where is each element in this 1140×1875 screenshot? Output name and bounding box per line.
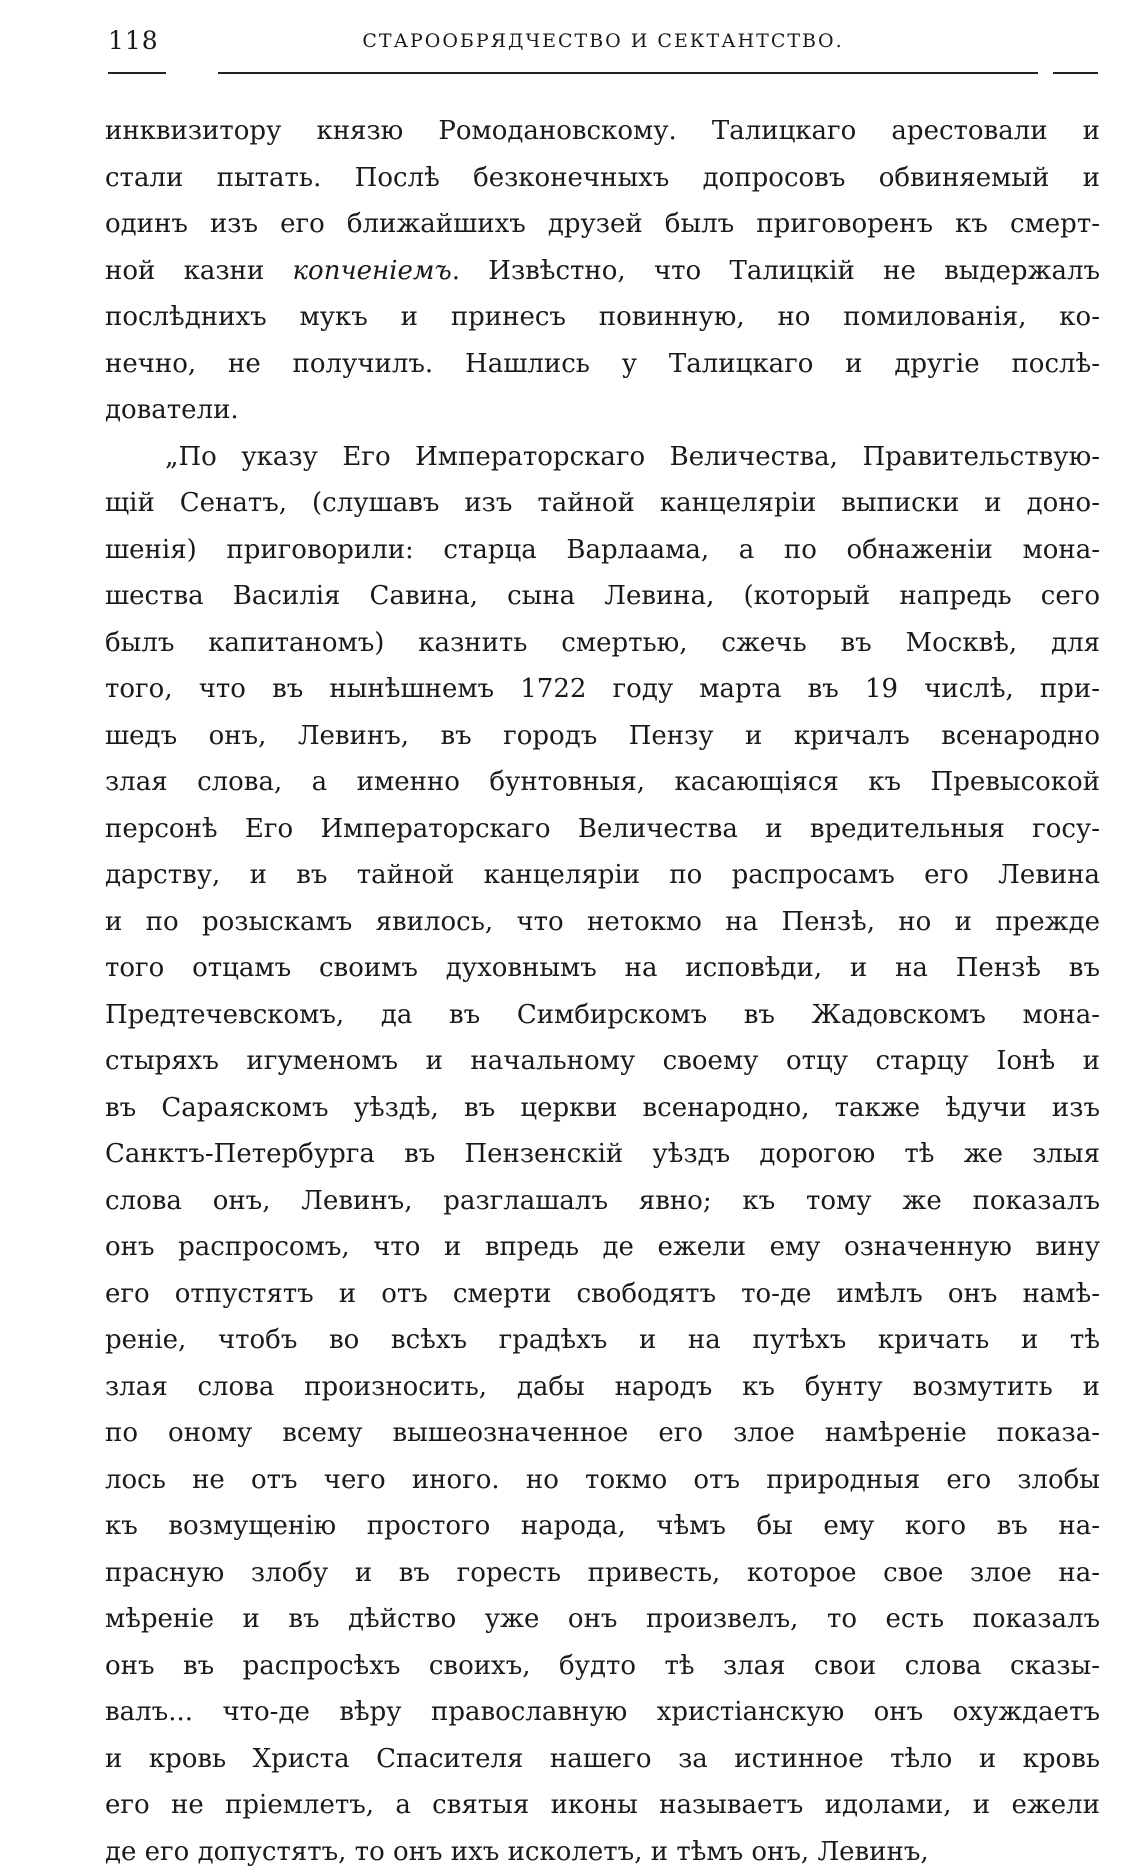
text-line: валъ... что-де вѣру православную христіанскую онъ охуждаетъ — [105, 1689, 1100, 1736]
text-line: шенія) приговорили: старца Варлаама, а по обнаженіи мона- — [105, 527, 1100, 574]
page-number: 118 — [108, 26, 159, 55]
text-line: въ Сараяскомъ уѣздѣ, въ церкви всенародно, также ѣдучи изъ — [105, 1085, 1100, 1132]
header-rule-center — [218, 72, 1038, 74]
body-text — [105, 108, 1100, 1875]
italic-text: копченіемъ — [293, 256, 452, 286]
text-line: злая слова произносить, дабы народъ къ бунту возмутить и — [105, 1364, 1100, 1411]
text-line: дователи. — [105, 387, 1100, 434]
text-line: дарству, и въ тайной канцеляріи по распросамъ его Левина — [105, 852, 1100, 899]
paragraph — [105, 108, 1100, 434]
text-line: персонѣ Его Императорскаго Величества и вредительныя госу- — [105, 806, 1100, 853]
text-line: стыряхъ игуменомъ и начальному своему отцу старцу Іонѣ и — [105, 1038, 1100, 1085]
page-header — [108, 22, 1098, 62]
text-line: къ возмущенію простого народа, чѣмъ бы ему кого въ на- — [105, 1503, 1100, 1550]
text-line: лось не отъ чего иного. но токмо отъ природныя его злобы — [105, 1457, 1100, 1504]
running-title: СТАРООБРЯДЧЕСТВО И СЕКТАНТСТВО. — [108, 30, 1098, 52]
text-line: инквизитору князю Ромодановскому. Талицкаго арестовали и — [105, 108, 1100, 155]
text-line: того, что въ нынѣшнемъ 1722 году марта въ 19 числѣ, при- — [105, 666, 1100, 713]
text-line: нечно, не получилъ. Нашлись у Талицкаго и другіе послѣ- — [105, 341, 1100, 388]
text-line: стали пытать. Послѣ безконечныхъ допросовъ обвиняемый и — [105, 155, 1100, 202]
text-line: шедъ онъ, Левинъ, въ городъ Пензу и кричалъ всенародно — [105, 713, 1100, 760]
text-line: щій Сенатъ, (слушавъ изъ тайной канцеляріи выписки и доно- — [105, 480, 1100, 527]
text-line: его отпустятъ и отъ смерти свободятъ то-де имѣлъ онъ намѣ- — [105, 1271, 1100, 1318]
text-line: былъ капитаномъ) казнить смертью, сжечь въ Москвѣ, для — [105, 620, 1100, 667]
text-line: шества Василія Савина, сына Левина, (который напредь сего — [105, 573, 1100, 620]
text-line: и по розыскамъ явилось, что нетокмо на Пензѣ, но и прежде — [105, 899, 1100, 946]
text-line: по оному всему вышеозначенное его злое намѣреніе показа- — [105, 1410, 1100, 1457]
text-line: одинъ изъ его ближайшихъ друзей былъ приговоренъ къ смерт- — [105, 201, 1100, 248]
text-line: прасную злобу и въ горесть привесть, которое свое злое на- — [105, 1550, 1100, 1597]
text-line: послѣднихъ мукъ и принесъ повинную, но помилованія, ко- — [105, 294, 1100, 341]
header-rule-left — [108, 72, 166, 74]
text-line: того отцамъ своимъ духовнымъ на исповѣди, и на Пензѣ въ — [105, 945, 1100, 992]
text-line: ной казни копченіемъ. Извѣстно, что Талицкій не выдержалъ — [105, 248, 1100, 295]
text-line: мѣреніе и въ дѣйство уже онъ произвелъ, то есть показалъ — [105, 1596, 1100, 1643]
text-line: слова онъ, Левинъ, разглашалъ явно; къ тому же показалъ — [105, 1178, 1100, 1225]
text-line: его не пріемлетъ, а святыя иконы называетъ идолами, и ежели — [105, 1782, 1100, 1829]
text-line: злая слова, а именно бунтовныя, касающіяся къ Превысокой — [105, 759, 1100, 806]
header-rule-right — [1053, 72, 1098, 74]
text-line: „По указу Его Императорскаго Величества, Правительствую- — [105, 434, 1100, 481]
text-line: онъ распросомъ, что и впредь де ежели ему означенную вину — [105, 1224, 1100, 1271]
text-line: Санктъ-Петербурга въ Пензенскій уѣздъ дорогою тѣ же злыя — [105, 1131, 1100, 1178]
text-line: де его допустятъ, то онъ ихъ исколетъ, и тѣмъ онъ, Левинъ, — [105, 1829, 1100, 1875]
text-line: онъ въ распросѣхъ своихъ, будто тѣ злая свои слова сказы- — [105, 1643, 1100, 1690]
text-line: и кровь Христа Спасителя нашего за истинное тѣло и кровь — [105, 1736, 1100, 1783]
text-line: Предтечевскомъ, да въ Симбирскомъ въ Жадовскомъ мона- — [105, 992, 1100, 1039]
text-line: реніе, чтобъ во всѣхъ градѣхъ и на путѣхъ кричать и тѣ — [105, 1317, 1100, 1364]
paragraph — [105, 434, 1100, 1875]
